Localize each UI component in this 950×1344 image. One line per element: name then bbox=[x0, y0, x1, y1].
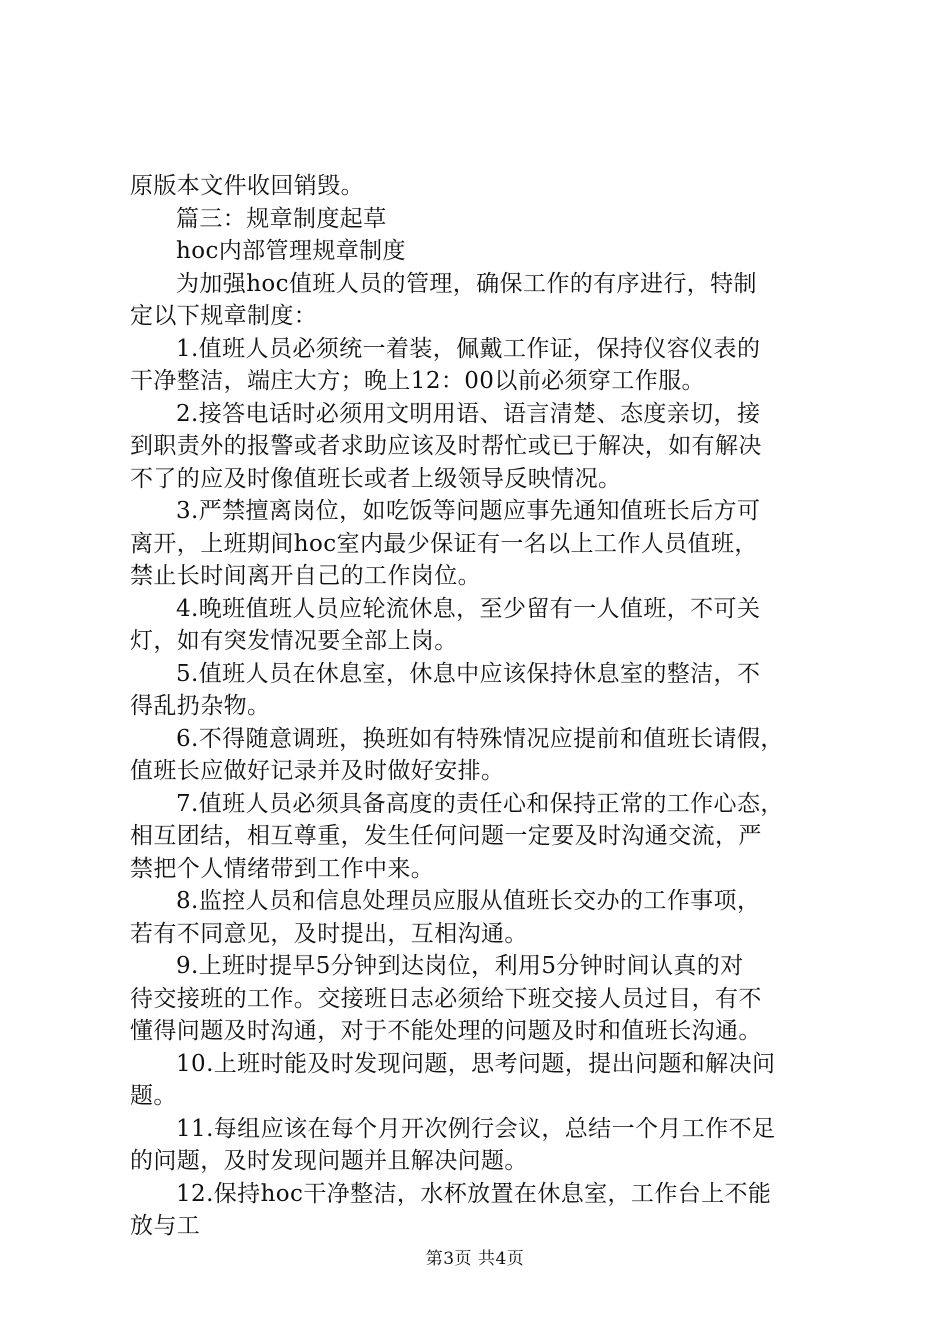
document-body bbox=[130, 170, 835, 1243]
text-line: 不了的应及时像值班长或者上级领导反映情况。 bbox=[130, 465, 622, 492]
text-line: 禁止长时间离开自己的工作岗位。 bbox=[130, 563, 481, 589]
text-line: 懂得问题及时沟通，对于不能处理的问题及时和值班长沟通。 bbox=[130, 1018, 762, 1044]
text-line: 若有不同意见，及时提出，互相沟通。 bbox=[130, 920, 528, 947]
page-footer: 第3页 共4页 bbox=[425, 1249, 525, 1269]
text-line: 篇三：规章制度起草 bbox=[176, 205, 387, 232]
text-line: 9.上班时提早5分钟到达岗位，利用5分钟时间认真的对 bbox=[176, 953, 744, 979]
text-line: 10.上班时能及时发现问题，思考问题，提出问题和解决问 bbox=[176, 1050, 776, 1077]
text-line: 待交接班的工作。交接班日志必须给下班交接人员过目，有不 bbox=[130, 985, 762, 1012]
text-line: hoc内部管理规章制度 bbox=[176, 238, 406, 264]
text-line: 11.每组应该在每个月开次例行会议，总结一个月工作不足 bbox=[176, 1115, 776, 1142]
text-line: 3.严禁擅离岗位，如吃饭等问题应事先通知值班长后方可 bbox=[176, 498, 761, 524]
text-line: 5.值班人员在休息室，休息中应该保持休息室的整洁，不 bbox=[176, 660, 761, 687]
text-line: 灯，如有突发情况要全部上岗。 bbox=[130, 628, 458, 654]
text-line: 题。 bbox=[130, 1083, 177, 1109]
text-line: 4.晚班值班人员应轮流休息，至少留有一人值班，不可关 bbox=[176, 595, 761, 622]
text-line: 到职责外的报警或者求助应该及时帮忙或已于解决，如有解决 bbox=[130, 433, 762, 459]
text-line: 放与工 bbox=[130, 1213, 201, 1239]
text-line: 6.不得随意调班，换班如有特殊情况应提前和值班长请假， bbox=[176, 725, 784, 752]
text-line: 为加强hoc值班人员的管理，确保工作的有序进行，特制 bbox=[176, 270, 757, 297]
text-line: 干净整洁，端庄大方；晚上12：00以前必须穿工作服。 bbox=[130, 368, 705, 394]
text-line: 12.保持hoc干净整洁，水杯放置在休息室，工作台上不能 bbox=[176, 1180, 772, 1207]
text-line: 相互团结，相互尊重，发生任何问题一定要及时沟通交流，严 bbox=[130, 823, 762, 849]
text-line: 7.值班人员必须具备高度的责任心和保持正常的工作心态， bbox=[176, 790, 784, 817]
text-line: 2.接答电话时必须用文明用语、语言清楚、态度亲切，接 bbox=[176, 400, 761, 427]
text-line: 禁把个人情绪带到工作中来。 bbox=[130, 855, 435, 882]
text-line: 1.值班人员必须统一着装，佩戴工作证，保持仪容仪表的 bbox=[176, 335, 761, 362]
text-line: 的问题，及时发现问题并且解决问题。 bbox=[130, 1148, 528, 1174]
text-line: 8.监控人员和信息处理员应服从值班长交办的工作事项， bbox=[176, 888, 761, 914]
text-line: 得乱扔杂物。 bbox=[130, 693, 271, 719]
text-line: 定以下规章制度： bbox=[130, 303, 318, 329]
text-line: 原版本文件收回销毁。 bbox=[130, 173, 364, 199]
text-line: 离开，上班期间hoc室内最少保证有一名以上工作人员值班， bbox=[130, 530, 758, 557]
text-line: 值班长应做好记录并及时做好安排。 bbox=[130, 758, 505, 784]
